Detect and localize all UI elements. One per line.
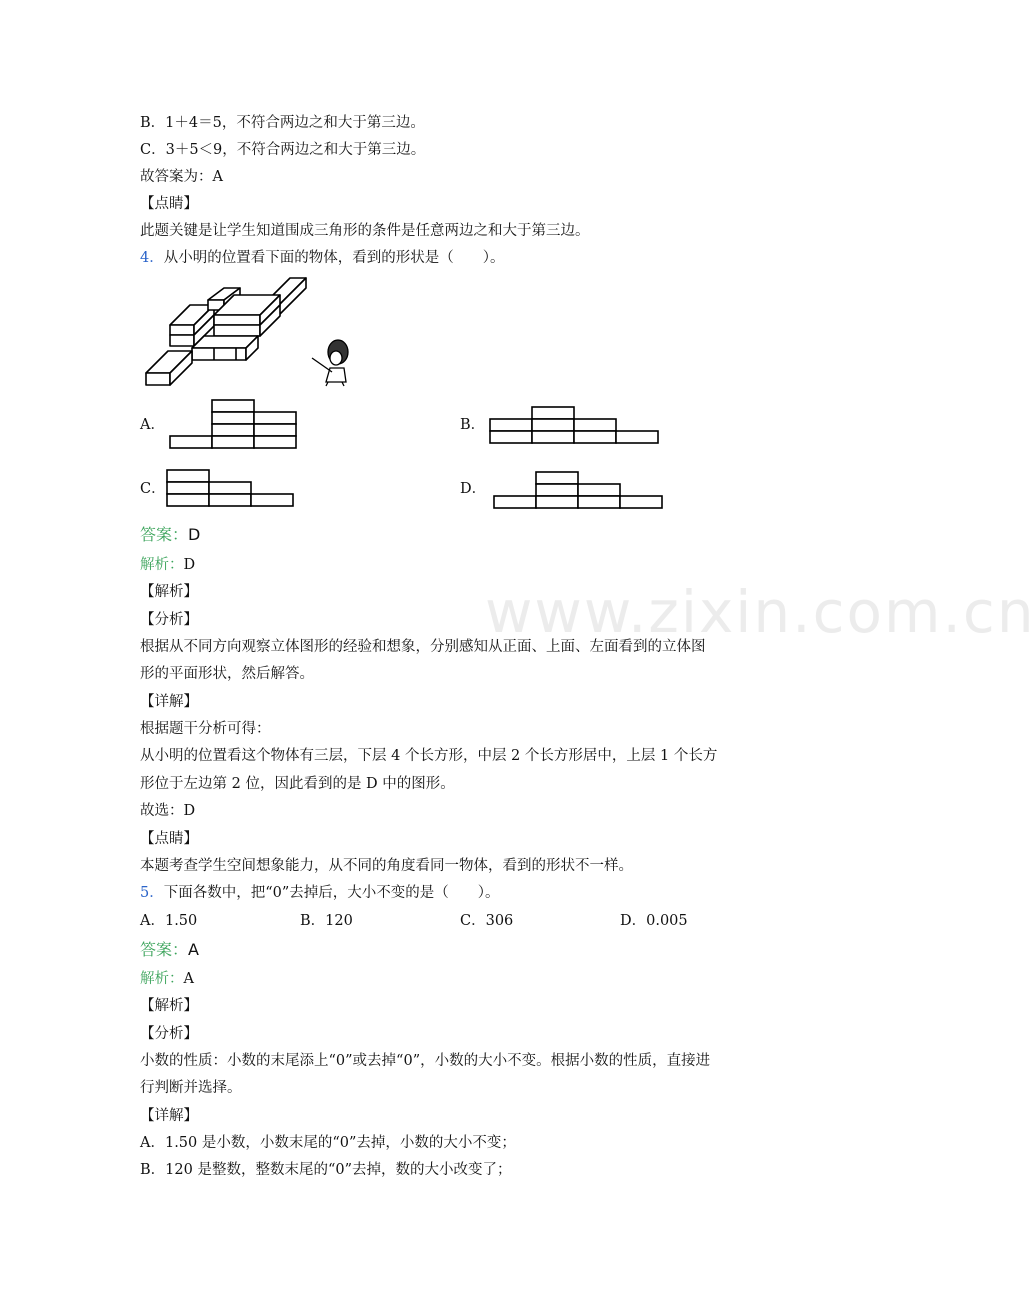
q4-jiexi-heading: 【解析】 [140, 584, 198, 600]
q5-xiangjie-heading: 【详解】 [140, 1108, 198, 1124]
prev-dianjing-text: 此题关键是让学生知道围成三角形的条件是任意两边之和大于第三边。 [140, 223, 590, 239]
q5-text: 下面各数中，把“0”去掉后，大小不变的是（ ）。 [163, 885, 500, 901]
q4-answer-label: 答案： [140, 525, 189, 544]
q4-fenxi-line-2: 形的平面形状，然后解答。 [140, 666, 314, 682]
q5-option-b: B．120 [300, 913, 353, 929]
q4-option-a-figure [168, 398, 300, 453]
q5-fenxi-heading: 【分析】 [140, 1026, 198, 1042]
q4-option-b-label: B． [460, 417, 486, 433]
q4-xiangjie-line-1: 根据题干分析可得： [140, 721, 271, 737]
q4-3d-figure [140, 272, 360, 392]
prev-answer: 故答案为：A [140, 169, 223, 185]
q4-option-d-label: D． [460, 481, 487, 497]
q5-answer-value: A [188, 940, 199, 959]
q5-answer-label: 答案： [140, 940, 189, 959]
q5-xiangjie-b: B．120 是整数，整数末尾的“0”去掉，数的大小改变了； [140, 1162, 512, 1178]
q5-analysis [140, 969, 194, 989]
q4-fenxi-heading: 【分析】 [140, 612, 198, 628]
prev-line-b: B．1＋4＝5，不符合两边之和大于第三边。 [140, 115, 425, 131]
q5-option-a: A．1.50 [140, 913, 198, 929]
q4-option-d-figure [492, 470, 666, 512]
q4-question [140, 248, 504, 268]
q5-option-c: C．306 [460, 913, 514, 929]
q4-xiangjie-heading: 【详解】 [140, 694, 198, 710]
q4-number: 4． [140, 250, 164, 266]
q4-xiangjie-line-3: 形位于左边第 2 位，因此看到的是 D 中的图形。 [140, 776, 455, 792]
q4-option-a-label: A． [140, 417, 165, 433]
q4-option-c-figure [165, 468, 299, 510]
q5-option-d: D．0.005 [620, 913, 688, 929]
q5-number: 5． [140, 885, 164, 901]
q4-dianjing-text: 本题考查学生空间想象能力，从不同的角度看同一物体，看到的形状不一样。 [140, 858, 633, 874]
prev-line-c: C．3＋5＜9，不符合两边之和大于第三边。 [140, 142, 426, 158]
watermark: www.zixin.com.cn [485, 578, 1036, 646]
q5-xiangjie-a: A．1.50 是小数，小数末尾的“0”去掉，小数的大小不变； [140, 1135, 516, 1151]
q4-guxuan: 故选：D [140, 803, 196, 819]
q4-analysis [140, 555, 195, 575]
q4-xiangjie-line-2: 从小明的位置看这个物体有三层，下层 4 个长方形，中层 2 个长方形居中，上层 1 个长方 [140, 748, 718, 764]
q5-fenxi-line-2: 行判断并选择。 [140, 1080, 242, 1096]
q4-answer-value: D [188, 525, 201, 544]
q4-option-b-figure [488, 405, 662, 447]
q5-analysis-value: A [183, 971, 194, 987]
q5-jiexi-heading: 【解析】 [140, 998, 198, 1014]
q4-text: 从小明的位置看下面的物体，看到的形状是（ ）。 [163, 250, 505, 266]
q4-answer [140, 525, 200, 545]
q4-option-c-label: C． [140, 481, 166, 497]
prev-dianjing-heading: 【点睛】 [140, 196, 198, 212]
boy-icon [312, 340, 348, 386]
q5-analysis-label: 解析： [140, 971, 184, 987]
q5-answer [140, 940, 199, 960]
q4-analysis-label: 解析： [140, 557, 184, 573]
q4-dianjing-heading: 【点睛】 [140, 831, 198, 847]
q4-fenxi-line-1: 根据从不同方向观察立体图形的经验和想象，分别感知从正面、上面、左面看到的立体图 [140, 639, 706, 655]
q4-analysis-value: D [183, 557, 196, 573]
q5-question [140, 883, 500, 903]
q5-fenxi-line-1: 小数的性质：小数的末尾添上“0”或去掉“0”，小数的大小不变。根据小数的性质，直接进 [140, 1053, 711, 1069]
